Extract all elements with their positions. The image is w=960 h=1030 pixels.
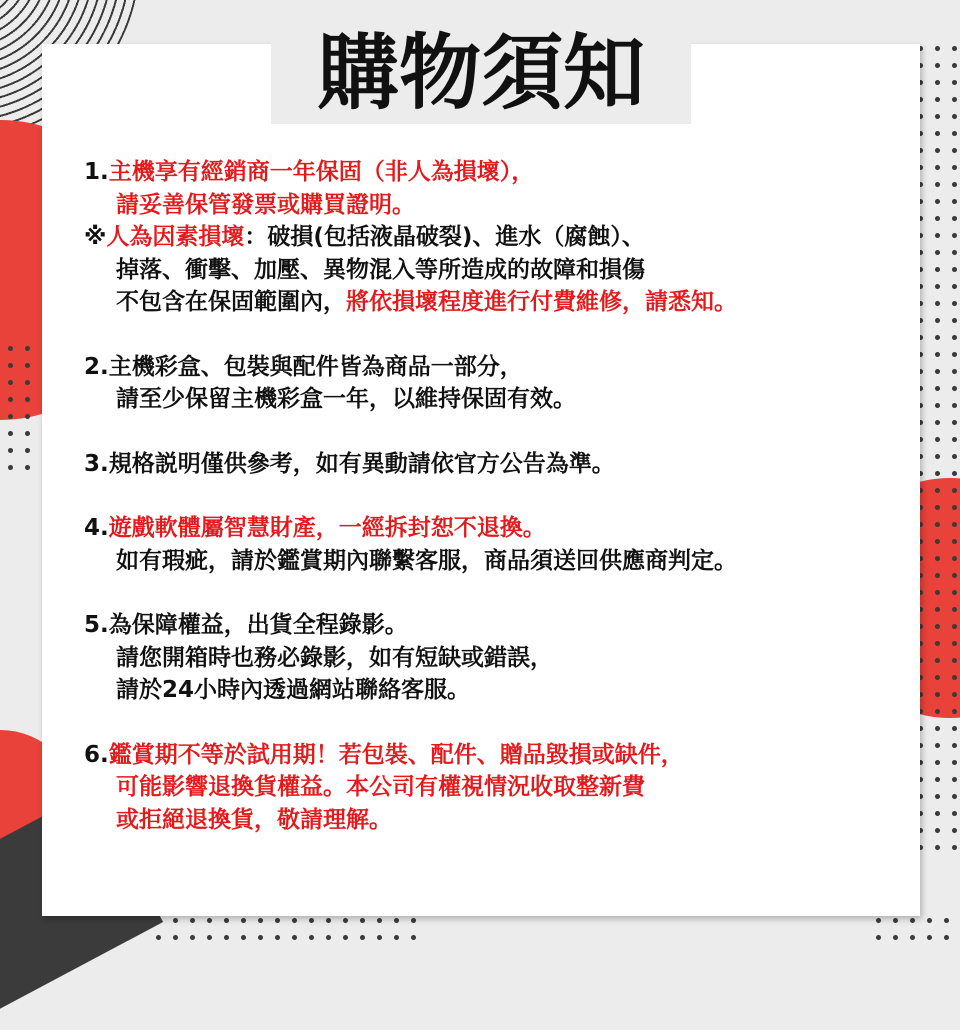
notice-item-4 [84,512,914,577]
notice-text: 5.為保障權益，出貨全程錄影。 [84,612,408,638]
notice-item-5 [84,609,914,707]
decorative-dot-grid-left [2,340,36,470]
notice-text: 請至少保留主機彩盒一年，以維持保固有效。 [116,386,576,412]
highlight-text: 或拒絕退換貨，敬請理解。 [116,806,392,833]
notice-card [42,26,920,916]
highlight-text: 人為因素損壞 [106,224,245,250]
notice-text: 請於24小時內透過網站聯絡客服。 [116,677,471,703]
highlight-text: 遊戲軟體屬智慧財產，一經拆封恕不退換。 [108,515,546,541]
notice-line [84,286,914,319]
highlight-text: 主機享有經銷商一年保固（非人為損壞）， [108,159,535,185]
notice-list [84,156,914,868]
decorative-dot-grid-bottom [150,912,420,952]
notice-text: 請您開箱時也務必錄影，如有短缺或錯誤， [116,644,553,671]
notice-line [84,512,914,545]
notice-line [84,189,914,222]
notice-line [84,383,914,416]
notice-item-6 [84,739,914,837]
notice-text: 不包含在保固範圍內， [116,289,346,315]
notice-text: 3.規格説明僅供參考，如有異動請依官方公告為準。 [84,450,615,477]
notice-text: 1. [84,159,109,185]
notice-text: 如有瑕疵，請於鑑賞期內聯繫客服，商品須送回供應商判定。 [116,547,737,574]
notice-line [84,221,914,254]
notice-line [84,156,914,189]
notice-line [84,771,914,804]
notice-line [84,739,914,772]
notice-item-1 [84,156,914,319]
notice-line [84,609,914,642]
notice-line [84,804,914,837]
notice-item-2 [84,351,914,416]
notice-text: 掉落、衝擊、加壓、異物混入等所造成的故障和損傷 [116,256,645,283]
notice-text: 2.主機彩盒、包裝與配件皆為商品一部分， [84,353,523,380]
highlight-text: 請妥善保管發票或購買證明。 [116,191,415,218]
notice-line [84,642,914,675]
notice-text: ※ [84,224,107,250]
notice-line [84,351,914,384]
notice-text: 6. [84,741,109,768]
page-title: 購物須知 [271,24,691,124]
highlight-text: 將依損壞程度進行付費維修，請悉知。 [346,289,737,315]
notice-line [84,674,914,707]
notice-text: 4. [84,515,109,541]
notice-line [84,545,914,578]
notice-line [84,448,914,481]
notice-line [84,254,914,287]
decorative-dot-grid-bottom-right [870,912,960,952]
notice-item-3 [84,448,914,481]
notice-text: ：破損(包括液晶破裂)、進水（腐蝕）、 [244,224,645,250]
highlight-text: 鑑賞期不等於試用期！若包裝、配件、贈品毀損或缺件， [108,741,684,768]
highlight-text: 可能影響退換貨權益。本公司有權視情況收取整新費 [116,774,645,800]
